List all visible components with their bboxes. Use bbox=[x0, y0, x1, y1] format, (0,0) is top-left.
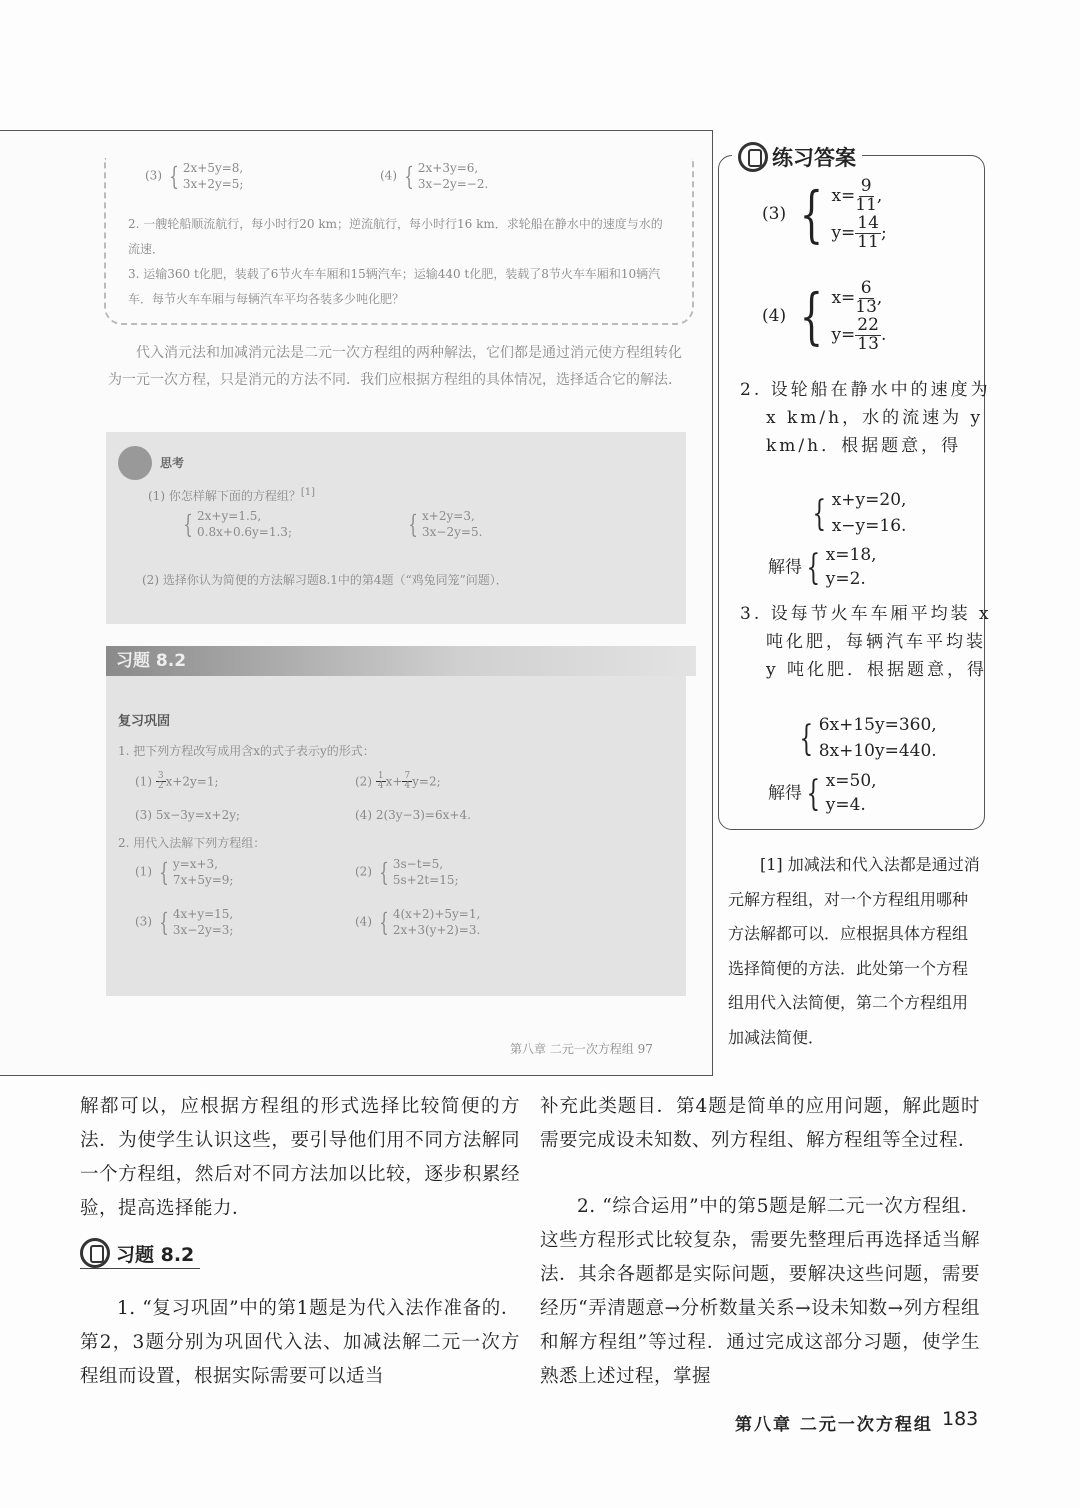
exercise-header: 习题 8.2 bbox=[106, 646, 696, 676]
answers-title: 练习答案 bbox=[732, 142, 862, 172]
think-system-1: { 2x+y=1.5, 0.8x+0.6y=1.3; bbox=[183, 509, 292, 540]
exercise-heading: 习题 8.2 bbox=[80, 1238, 200, 1269]
exercise-q2-item-1: (1) { y=x+3, 7x+5y=9; bbox=[135, 857, 234, 888]
exercise-q1-item-4: (4) 2(3y−3)=6x+4. bbox=[355, 808, 471, 822]
think-system-2: { x+2y=3, 3x−2y=5. bbox=[408, 509, 483, 540]
think-title: 思考 bbox=[160, 456, 185, 470]
page-footer-chapter: 第八章 二元一次方程组 bbox=[735, 1415, 933, 1435]
exercise-q1-item-2: (2) $\frac{1}{4}$ x+ $\frac{7}{4}$ y=2; bbox=[355, 771, 441, 792]
answer-4: (4) { x= $\frac{6}{13}$ , y= $\frac{22}{13}$ . bbox=[762, 278, 887, 354]
exercise-q2: 2. 用代入法解下列方程组： bbox=[118, 836, 266, 850]
answer-2-solution: 解得 { x=18, y=2. bbox=[768, 545, 877, 589]
method-paragraph: 代入消元法和加减消元法是二元一次方程组的两种解法，它们都是通过消元使方程组转化为一元一次方程，只是消元的方法不同．我们应根据方程组的具体情况，选择适合它的解法． bbox=[108, 345, 682, 388]
answer-2-text: 2. 设轮船在静水中的速度为 x km/h，水的流速为 y km/h．根据题意，得 bbox=[740, 380, 991, 456]
exercise-q1-item-1: (1) $\frac{3}{2}$ x+2y=1; bbox=[135, 771, 219, 792]
answer-3-solution: 解得 { x=50, y=4. bbox=[768, 771, 877, 815]
think-icon bbox=[118, 446, 152, 480]
right-paragraph-2: 2. “综合运用”中的第5题是解二元一次方程组．这些方程形式比较复杂，需要先整理后再选择适当解法．其余各题都是实际问题，要解决这些问题，需要经历“弄清题意→分析数量关系→设未知数→列方程组和解方程组”等过程．通过完成这部分习题，使学生熟悉上述过程，掌握 bbox=[540, 1196, 980, 1387]
answers-logo-icon bbox=[738, 142, 768, 172]
prev-question-3: 3. 运输360 t化肥，装载了6节火车车厢和15辆汽车；运输440 t化肥，装载了8节火车车厢和10辆汽车．每节火车车厢与每辆汽车平均各装多少吨化肥？ bbox=[128, 267, 661, 306]
answer-3-system: { 6x+15y=360, 8x+10y=440. bbox=[799, 715, 937, 761]
prev-question-2: 2. 一艘轮船顺流航行，每小时行20 km；逆流航行，每小时行16 km．求轮船在静水中的速度与水的流速． bbox=[128, 217, 663, 256]
think-q2: (2) 选择你认为简便的方法解习题8.1中的第4题（“鸡兔同笼”问题）． bbox=[142, 573, 508, 587]
exercise-q2-item-3: (3) { 4x+y=15, 3x−2y=3; bbox=[135, 907, 234, 938]
right-paragraph-1: 补充此类题目．第4题是简单的应用问题，解此题时需要完成设未知数、列方程组、解方程组等全过程． bbox=[540, 1096, 980, 1151]
exercise-q2-item-2: (2) { 3s−t=5, 5s+2t=15; bbox=[355, 857, 459, 888]
left-paragraph-1: 解都可以，应根据方程组的形式选择比较简便的方法．为使学生认识这些，要引导他们用不同方法解同一个方程组，然后对不同方法加以比较，逐步积累经验，提高选择能力． bbox=[80, 1096, 520, 1219]
embedded-page-footer: 第八章 二元一次方程组 97 bbox=[510, 1042, 653, 1056]
answer-2-system: { x+y=20, x−y=16. bbox=[812, 490, 907, 536]
exercise-q1: 1. 把下列方程改写成用含x的式子表示y的形式： bbox=[118, 744, 375, 758]
exercise-logo-icon bbox=[80, 1238, 110, 1268]
think-q1: (1) 你怎样解下面的方程组？[1] bbox=[148, 487, 315, 503]
exercise-q2-item-4: (4) { 4(x+2)+5y=1, 2x+3(y+2)=3. bbox=[355, 907, 481, 938]
footnote-ref: [1] bbox=[300, 487, 315, 498]
footnote-1: [1] 加减法和代入法都是通过消元解方程组，对一个方程组用哪种方法解都可以．应根据具体方程组选择简便的方法．此处第一个方程组用代入法简便，第二个方程组用加减法简便． bbox=[728, 855, 980, 1047]
left-paragraph-2: 1. “复习巩固”中的第1题是为代入法作准备的．第2，3题分别为巩固代入法、加减法解二元一次方程组而设置，根据实际需要可以适当 bbox=[80, 1298, 520, 1387]
answer-3-text: 3. 设每节火车车厢平均装 x 吨化肥，每辆汽车平均装 y 吨化肥．根据题意，得 bbox=[740, 604, 992, 680]
exercise-q1-item-3: (3) 5x−3y=x+2y; bbox=[135, 808, 241, 822]
prev-system-3: (3) { 2x+5y=8, 3x+2y=5; bbox=[145, 161, 244, 192]
answer-3: (3) { x= $\frac{9}{11}$ , y= $\frac{14}{11}$ ; bbox=[762, 176, 887, 252]
page-number: 183 bbox=[942, 1408, 979, 1430]
exercise-section: 复习巩固 bbox=[118, 714, 171, 729]
prev-system-4: (4) { 2x+3y=6, 3x−2y=−2. bbox=[380, 161, 489, 192]
